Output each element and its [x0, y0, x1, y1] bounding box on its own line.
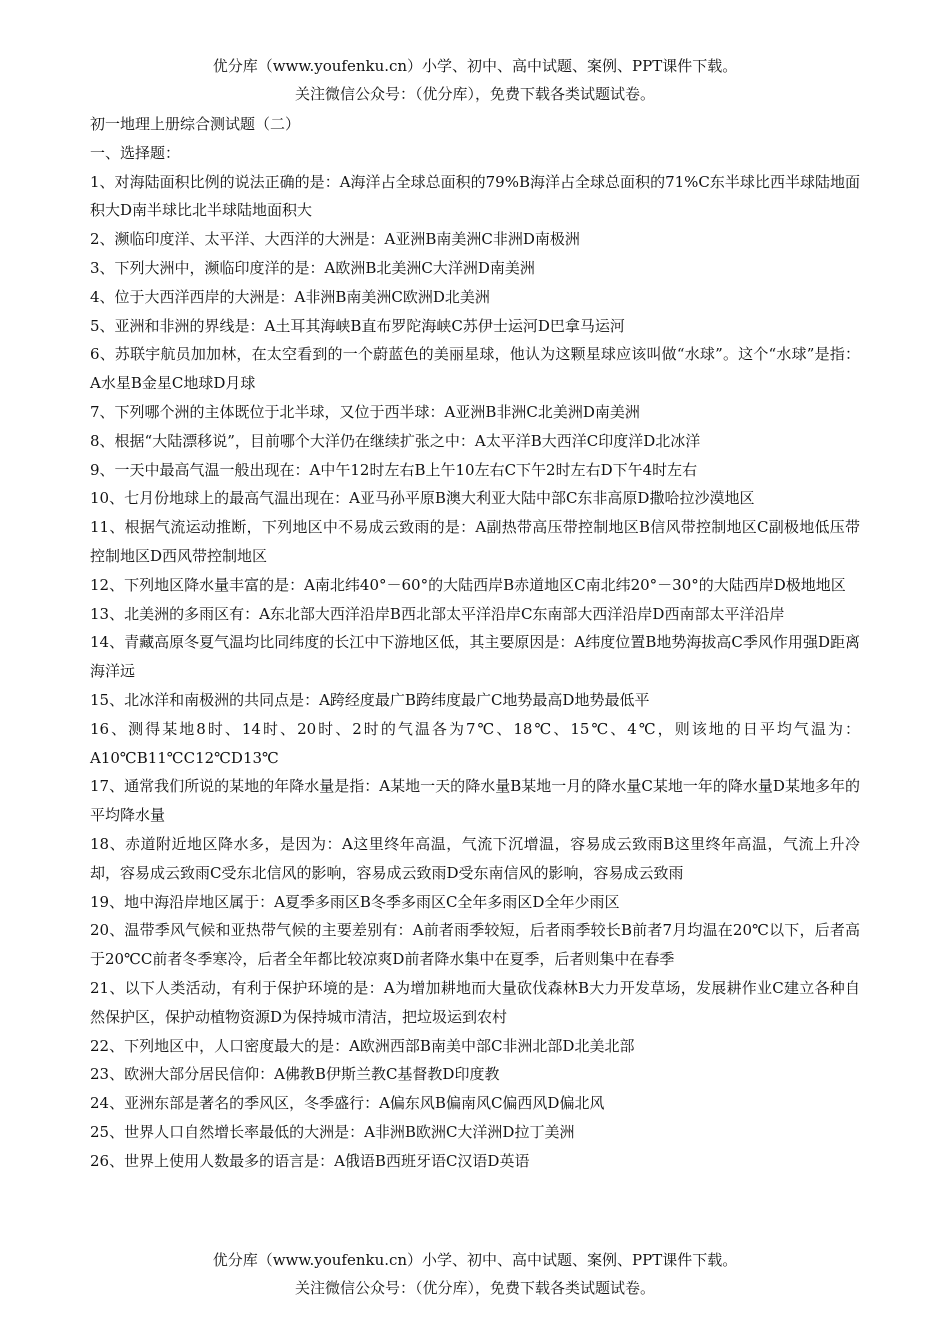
- footer-line-2: 关注微信公众号：（优分库），免费下载各类试题试卷。: [294, 1279, 655, 1297]
- question-22: 22、下列地区中，人口密度最大的是：A欧洲西部B南美中部C非洲北部D北美北部: [90, 1036, 635, 1055]
- question-23: 23、欧洲大部分居民信仰：A佛教B伊斯兰教C基督教D印度教: [90, 1065, 500, 1084]
- question-1: 1、对海陆面积比例的说法正确的是：A海洋占全球总面积的79%B海洋占全球总面积的71%C东半球比西半球陆地面积大D南半球比北半球陆地面积大: [90, 172, 860, 220]
- question-2: 2、濒临印度洋、太平洋、大西洋的大洲是：A亚洲B南美洲C非洲D南极洲: [90, 230, 580, 249]
- question-16: 16、测得某地8时、14时、20时、2时的气温各为7℃、18℃、15℃、4℃，则该地的日平均气温为：A10℃B11℃C12℃D13℃: [90, 719, 860, 767]
- question-3: 3、下列大洲中，濒临印度洋的是：A欧洲B北美洲C大洋洲D南美洲: [90, 258, 535, 277]
- question-17: 17、通常我们所说的某地的年降水量是指：A某地一天的降水量B某地一月的降水量C某地一年的降水量D某地多年的平均降水量: [90, 777, 860, 825]
- section-heading: 一、选择题：: [90, 143, 181, 162]
- footer-line-1: 优分库（www.youfenku.cn）小学、初中、高中试题、案例、PPT课件下载。: [212, 1251, 738, 1269]
- page-footer: [0, 1246, 950, 1302]
- header-line-1: 优分库（www.youfenku.cn）小学、初中、高中试题、案例、PPT课件下载。: [212, 57, 738, 75]
- question-11: 11、根据气流运动推断，下列地区中不易成云致雨的是：A副热带高压带控制地区B信风带控制地区C副极地低压带控制地区D西风带控制地区: [90, 518, 860, 565]
- question-14: 14、青藏高原冬夏气温均比同纬度的长江中下游地区低，其主要原因是：A纬度位置B地势海拔高C季风作用强D距离海洋远: [90, 633, 860, 681]
- question-12: 12、下列地区降水量丰富的是：A南北纬40°－60°的大陆西岸B赤道地区C南北纬20°－30°的大陆西岸D极地地区: [90, 575, 846, 594]
- document-body: [90, 110, 860, 1175]
- question-26: 26、世界上使用人数最多的语言是：A俄语B西班牙语C汉语D英语: [90, 1151, 530, 1170]
- question-21: 21、以下人类活动，有利于保护环境的是：A为增加耕地而大量砍伐森林B大力开发草场，发展耕作业C建立各种自然保护区，保护动植物资源D为保持城市清洁，把垃圾运到农村: [90, 978, 860, 1026]
- question-19: 19、地中海沿岸地区属于：A夏季多雨区B冬季多雨区C全年多雨区D全年少雨区: [90, 892, 620, 911]
- question-9: 9、一天中最高气温一般出现在：A中午12时左右B上午10左右C下午2时左右D下午4时左右: [90, 460, 698, 479]
- question-24: 24、亚洲东部是著名的季风区，冬季盛行：A偏东风B偏南风C偏西风D偏北风: [90, 1094, 605, 1113]
- question-6: 6、苏联宇航员加加林，在太空看到的一个蔚蓝色的美丽星球，他认为这颗星球应该叫做“水球”。这个“水球”是指：A水星B金星C地球D月球: [90, 345, 860, 393]
- question-20: 20、温带季风气候和亚热带气候的主要差别有：A前者雨季较短，后者雨季较长B前者7月均温在20℃以下，后者高于20℃C前者冬季寒冷，后者全年都比较凉爽D前者降水集中在夏季，后者则集中在春季: [90, 921, 860, 969]
- question-8: 8、根据“大陆漂移说”，目前哪个大洋仍在继续扩张之中：A太平洋B大西洋C印度洋D北冰洋: [90, 431, 701, 450]
- header-line-2: 关注微信公众号：（优分库），免费下载各类试题试卷。: [294, 85, 655, 103]
- document-title: 初一地理上册综合测试题（二）: [90, 115, 301, 133]
- question-25: 25、世界人口自然增长率最低的大洲是：A非洲B欧洲C大洋洲D拉丁美洲: [90, 1122, 575, 1141]
- page-header: [0, 52, 950, 108]
- question-4: 4、位于大西洋西岸的大洲是：A非洲B南美洲C欧洲D北美洲: [90, 287, 490, 306]
- question-15: 15、北冰洋和南极洲的共同点是：A跨经度最广B跨纬度最广C地势最高D地势最低平: [90, 690, 650, 709]
- question-13: 13、北美洲的多雨区有：A东北部大西洋沿岸B西北部太平洋沿岸C东南部大西洋沿岸D西南部太平洋沿岸: [90, 604, 785, 623]
- question-10: 10、七月份地球上的最高气温出现在：A亚马孙平原B澳大利亚大陆中部C东非高原D撒哈拉沙漠地区: [90, 489, 755, 508]
- question-18: 18、赤道附近地区降水多，是因为：A这里终年高温，气流下沉增温，容易成云致雨B这里终年高温，气流上升冷却，容易成云致雨C受东北信风的影响，容易成云致雨D受东南信风的影响，容易成云致雨: [90, 834, 860, 882]
- question-5: 5、亚洲和非洲的界线是：A土耳其海峡B直布罗陀海峡C苏伊士运河D巴拿马运河: [90, 316, 625, 335]
- question-7: 7、下列哪个洲的主体既位于北半球，又位于西半球：A亚洲B非洲C北美洲D南美洲: [90, 402, 640, 421]
